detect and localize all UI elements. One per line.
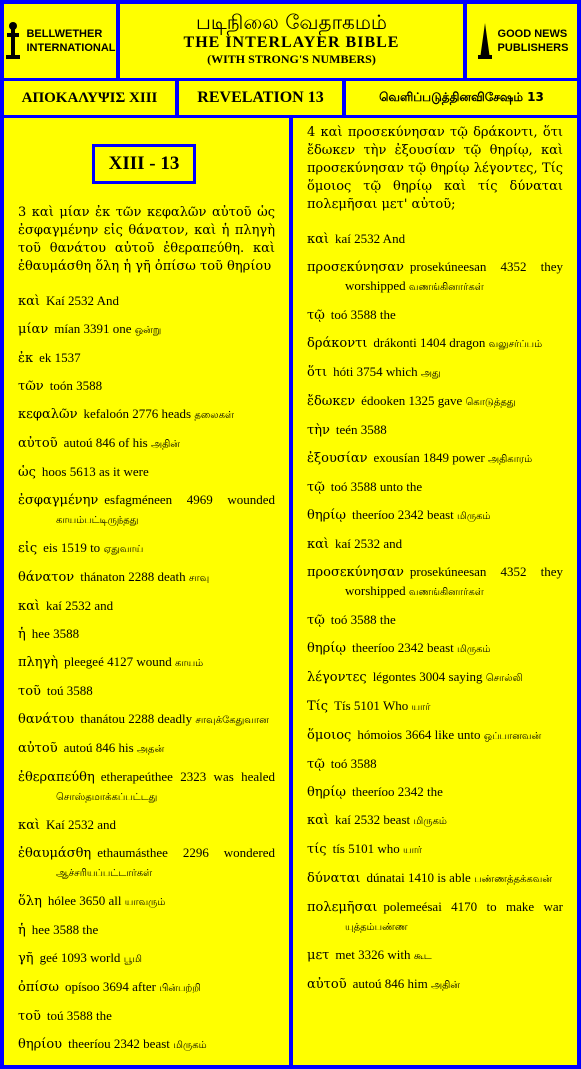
greek-word: ὡς	[18, 465, 36, 480]
transliteration-gloss: theeríoo 2342 beast	[351, 507, 454, 522]
greek-word: θάνατον	[18, 570, 75, 585]
greek-word: δράκοντι	[307, 336, 368, 351]
word-entry	[307, 449, 563, 469]
greek-word: τῶν	[18, 379, 44, 394]
word-entry	[307, 946, 563, 966]
transliteration-gloss: hólee 3650 all	[47, 893, 122, 908]
greek-word: ἔδωκεν	[307, 394, 356, 409]
title-english: THE INTERLAYER BIBLE	[183, 34, 400, 51]
right-word-list	[307, 230, 563, 995]
greek-word: ἐξουσίαν	[307, 451, 368, 466]
tamil-gloss: காயம்பட்டிருந்தது	[56, 515, 139, 526]
greek-word: ὀπίσω	[18, 980, 59, 995]
title-subtitle: (WITH STRONG'S NUMBERS)	[207, 52, 376, 66]
word-entry	[18, 1035, 275, 1055]
good-news-logo	[467, 4, 577, 78]
greek-word: καὶ	[18, 294, 41, 309]
tamil-gloss: அதின்	[151, 439, 181, 450]
tamil-gloss: யாவரும்	[124, 897, 166, 908]
word-entry	[307, 421, 563, 440]
tamil-gloss: பூமி	[123, 954, 142, 965]
word-entry	[18, 892, 275, 912]
transliteration-gloss: mían 3391 one	[54, 321, 132, 336]
greek-word: πληγὴ	[18, 655, 59, 670]
transliteration-gloss: met 3326 with	[335, 947, 411, 962]
word-entry	[18, 978, 275, 998]
word-entry	[18, 682, 275, 701]
greek-word: αὐτοῦ	[18, 741, 58, 756]
word-entry	[18, 653, 275, 673]
greek-word: τίς	[307, 842, 327, 857]
transliteration-gloss: theeríoo 2342 beast	[351, 640, 454, 655]
word-entry	[307, 869, 563, 889]
chapter-label: XIII - 13	[92, 144, 196, 184]
transliteration-gloss: prosekúneesan 4352 they worshipped	[345, 259, 563, 293]
transliteration-gloss: kefaloón 2776 heads	[83, 406, 192, 421]
title-tamil: படிநிலை வேதாகமம்	[195, 10, 388, 34]
transliteration-gloss: toó 3588	[330, 756, 377, 771]
verse-4-text: 4 καὶ προσεκύνησαν τῷ δράκοντι, ὅτι ἔδωκεν τὴν ἐξουσίαν τῷ θηρίῳ, καὶ προσεκύνησαν τῷ θηρίῳ λέγοντες, Τίς ὅμοιος τῷ θηρίῳ καὶ τίς δύναται πολεμῆσαι μετ' αὐτοῦ;	[307, 125, 563, 212]
transliteration-gloss: Tís 5101 Who	[334, 698, 409, 713]
transliteration-gloss: hoos 5613 as it were	[41, 464, 149, 479]
greek-word: ὅμοιος	[307, 728, 352, 743]
transliteration-gloss: thanátou 2288 deadly	[80, 711, 193, 726]
left-logo-line2: INTERNATIONAL	[26, 42, 116, 54]
transliteration-gloss: légontes 3004 saying	[372, 669, 483, 684]
tamil-gloss: ஒன்று	[134, 325, 162, 336]
transliteration-gloss: esfagméneen 4969 wounded	[104, 492, 275, 507]
word-entry	[307, 258, 563, 297]
greek-book-label: ΑΠΟΚΑΛΥΨΙΣ XIII	[4, 81, 175, 115]
word-entry	[18, 844, 275, 883]
greek-word: προσεκύνησαν	[307, 260, 404, 275]
tamil-gloss: யுத்தம்பண்ண	[345, 922, 408, 933]
greek-word: θηρίου	[18, 1037, 63, 1052]
greek-word: δύναται	[307, 871, 361, 886]
greek-word: Τίς	[307, 699, 329, 714]
greek-word: λέγοντες	[307, 670, 367, 685]
tamil-gloss: சாவுக்கேதுவான	[195, 715, 269, 726]
transliteration-gloss: toú 3588 the	[46, 1008, 112, 1023]
greek-word: καὶ	[307, 813, 330, 828]
transliteration-gloss: hee 3588	[31, 626, 80, 641]
word-entry	[307, 478, 563, 497]
tamil-gloss: அதன்	[136, 744, 165, 755]
transliteration-gloss: geé 1093 world	[39, 950, 121, 965]
tamil-gloss: அதின்	[430, 980, 460, 991]
word-entry	[307, 334, 563, 354]
left-logo-line1: BELLWETHER	[26, 28, 103, 40]
left-word-list	[18, 292, 275, 1055]
transliteration-gloss: eis 1519 to	[43, 540, 101, 555]
transliteration-gloss: pleegeé 4127 wound	[64, 654, 172, 669]
right-column	[293, 118, 577, 1065]
transliteration-gloss: Kaí 2532 And	[46, 293, 119, 308]
word-entry	[18, 768, 275, 807]
transliteration-gloss: kaí 2532 beast	[335, 812, 411, 827]
transliteration-gloss: toó 3588 the	[330, 612, 396, 627]
word-entry	[307, 783, 563, 802]
tamil-gloss: வணங்கினார்கள்	[408, 282, 484, 293]
transliteration-gloss: toó 3588 unto the	[330, 479, 423, 494]
transliteration-gloss: autoú 846 of his	[63, 435, 148, 450]
tamil-gloss: ஒப்பானவன்	[483, 731, 542, 742]
transliteration-gloss: hómoios 3664 like unto	[357, 727, 481, 742]
greek-word: ἐκ	[18, 351, 34, 366]
tamil-gloss: வணங்கினார்கள்	[408, 587, 484, 598]
word-entry	[307, 506, 563, 526]
greek-word: αὐτοῦ	[18, 436, 58, 451]
transliteration-gloss: teén 3588	[335, 422, 387, 437]
greek-word: ἐσφαγμένην	[18, 493, 99, 508]
greek-word: τῷ	[307, 308, 325, 323]
greek-word: θηρίῳ	[307, 785, 346, 800]
greek-word: ἡ	[18, 627, 26, 642]
greek-word: καὶ	[18, 599, 41, 614]
transliteration-gloss: toó 3588 the	[330, 307, 396, 322]
tamil-gloss: ஆச்சரியப்பட்டார்கள்	[56, 868, 153, 879]
word-entry	[18, 739, 275, 759]
greek-word: αὐτοῦ	[307, 977, 347, 992]
transliteration-gloss: hóti 3754 which	[333, 364, 418, 379]
word-entry	[307, 840, 563, 860]
tamil-book-label: வெளிப்படுத்தினவிசேஷம் 13	[346, 81, 577, 115]
transliteration-gloss: opísoo 3694 after	[64, 979, 156, 994]
transliteration-gloss: tís 5101 who	[332, 841, 400, 856]
word-entry	[18, 568, 275, 588]
word-entry	[18, 377, 275, 396]
greek-word: καὶ	[18, 818, 41, 833]
word-entry	[307, 755, 563, 774]
transliteration-gloss: toú 3588	[46, 683, 93, 698]
transliteration-gloss: etherapeúthee 2323 was healed	[100, 769, 275, 784]
greek-word: ἡ	[18, 923, 26, 938]
transliteration-gloss: ek 1537	[39, 350, 81, 365]
transliteration-gloss: dúnatai 1410 is able	[366, 870, 471, 885]
word-entry	[307, 563, 563, 602]
english-book-label: REVELATION 13	[179, 81, 342, 115]
word-entry	[18, 710, 275, 730]
tamil-gloss: அதிகாரம்	[487, 454, 533, 465]
transliteration-gloss: drákonti 1404 dragon	[373, 335, 486, 350]
greek-word: ἐθεραπεύθη	[18, 770, 95, 785]
greek-word: τοῦ	[18, 684, 41, 699]
greek-word: καὶ	[307, 232, 330, 247]
verse-3-text: 3 καὶ μίαν ἐκ τῶν κεφαλῶν αὐτοῦ ὡς ἐσφαγμένην εἰς θάνατον, καὶ ἡ πληγὴ τοῦ θανάτου αὐτοῦ ἐθεραπεύθη. καὶ ἐθαυμάσθη ὅλη ἡ γῆ ὀπίσω τοῦ θηρίου	[18, 205, 275, 274]
word-entry	[18, 921, 275, 940]
tower-icon	[476, 21, 494, 61]
word-entry	[18, 292, 275, 311]
word-entry	[18, 816, 275, 835]
transliteration-gloss: toón 3588	[49, 378, 103, 393]
transliteration-gloss: kaí 2532 And	[335, 231, 406, 246]
word-entry	[307, 535, 563, 554]
word-entry	[18, 539, 275, 559]
word-entry	[18, 434, 275, 454]
greek-word: γῆ	[18, 951, 34, 966]
tamil-gloss: தலைகள்	[194, 410, 235, 421]
left-column	[4, 118, 289, 1065]
tamil-gloss: அது	[420, 368, 441, 379]
word-entry	[307, 639, 563, 659]
word-entry	[18, 949, 275, 969]
tamil-gloss: சொல்லி	[485, 673, 523, 684]
tamil-gloss: கூட	[413, 951, 432, 962]
word-entry	[307, 392, 563, 412]
transliteration-gloss: theeríoo 2342 the	[351, 784, 443, 799]
tamil-gloss: கொடுத்தது	[465, 397, 516, 408]
word-entry	[307, 726, 563, 746]
right-logo-line1: GOOD NEWS	[497, 28, 568, 40]
greek-word: τῷ	[307, 613, 325, 628]
tamil-gloss: யார்	[411, 702, 431, 713]
transliteration-gloss: prosekúneesan 4352 they worshipped	[345, 564, 563, 598]
word-entry	[307, 811, 563, 831]
transliteration-gloss: édooken 1325 gave	[361, 393, 463, 408]
greek-word: ἐθαυμάσθη	[18, 846, 92, 861]
transliteration-gloss: theeríou 2342 beast	[68, 1036, 170, 1051]
greek-word: μετ	[307, 948, 330, 963]
word-entry	[307, 898, 563, 937]
greek-word: καὶ	[307, 537, 330, 552]
word-entry	[307, 363, 563, 383]
greek-word: τῷ	[307, 480, 325, 495]
tamil-gloss: சொஸ்தமாக்கப்பட்டது	[56, 792, 158, 803]
word-entry	[18, 463, 275, 482]
greek-word: θηρίῳ	[307, 641, 346, 656]
word-entry	[18, 491, 275, 530]
word-entry	[18, 597, 275, 616]
tamil-gloss: மிருகம்	[173, 1040, 207, 1051]
greek-word: τῷ	[307, 757, 325, 772]
tamil-gloss: காயம்	[174, 658, 204, 669]
transliteration-gloss: hee 3588 the	[31, 922, 99, 937]
transliteration-gloss: autoú 846 him	[352, 976, 428, 991]
greek-word: εἰς	[18, 541, 38, 556]
word-entry	[18, 625, 275, 644]
transliteration-gloss: exousían 1849 power	[373, 450, 485, 465]
tamil-gloss: ஏதுவாய்	[103, 544, 144, 555]
word-entry	[18, 320, 275, 340]
greek-word: ὅτι	[307, 365, 328, 380]
word-entry	[307, 668, 563, 688]
greek-word: προσεκύνησαν	[307, 565, 404, 580]
tamil-gloss: மிருகம்	[457, 644, 491, 655]
tamil-gloss: மிருகம்	[413, 816, 447, 827]
greek-word: θανάτου	[18, 712, 75, 727]
transliteration-gloss: Kaí 2532 and	[46, 817, 117, 832]
tamil-gloss: மிருகம்	[457, 511, 491, 522]
word-entry	[307, 230, 563, 249]
tamil-gloss: யார்	[403, 845, 423, 856]
transliteration-gloss: thánaton 2288 death	[80, 569, 186, 584]
word-entry	[18, 349, 275, 368]
word-entry	[307, 697, 563, 717]
greek-word: ὅλη	[18, 894, 42, 909]
greek-word: τοῦ	[18, 1009, 41, 1024]
title-block	[120, 4, 463, 78]
word-entry	[307, 306, 563, 325]
tamil-gloss: பின்பற்றி	[159, 983, 201, 994]
transliteration-gloss: kaí 2532 and	[335, 536, 403, 551]
bellwether-logo	[4, 4, 116, 78]
tamil-gloss: வலுசர்ப்பம்	[488, 339, 543, 350]
greek-word: θηρίῳ	[307, 508, 346, 523]
transliteration-gloss: ethaumásthee 2296 wondered	[97, 845, 275, 860]
word-entry	[18, 1007, 275, 1026]
shepherd-icon	[4, 21, 22, 61]
transliteration-gloss: polemeésai 4170 to make war	[383, 899, 563, 914]
transliteration-gloss: kaí 2532 and	[46, 598, 114, 613]
word-entry	[18, 405, 275, 425]
greek-word: πολεμῆσαι	[307, 900, 378, 915]
greek-word: μίαν	[18, 322, 49, 337]
word-entry	[307, 975, 563, 995]
tamil-gloss: சாவு	[188, 573, 210, 584]
transliteration-gloss: autoú 846 his	[63, 740, 134, 755]
word-entry	[307, 611, 563, 630]
tamil-gloss: பண்ணத்தக்கவன்	[474, 874, 553, 885]
right-logo-line2: PUBLISHERS	[497, 42, 569, 54]
greek-word: κεφαλῶν	[18, 407, 78, 422]
greek-word: τὴν	[307, 423, 330, 438]
